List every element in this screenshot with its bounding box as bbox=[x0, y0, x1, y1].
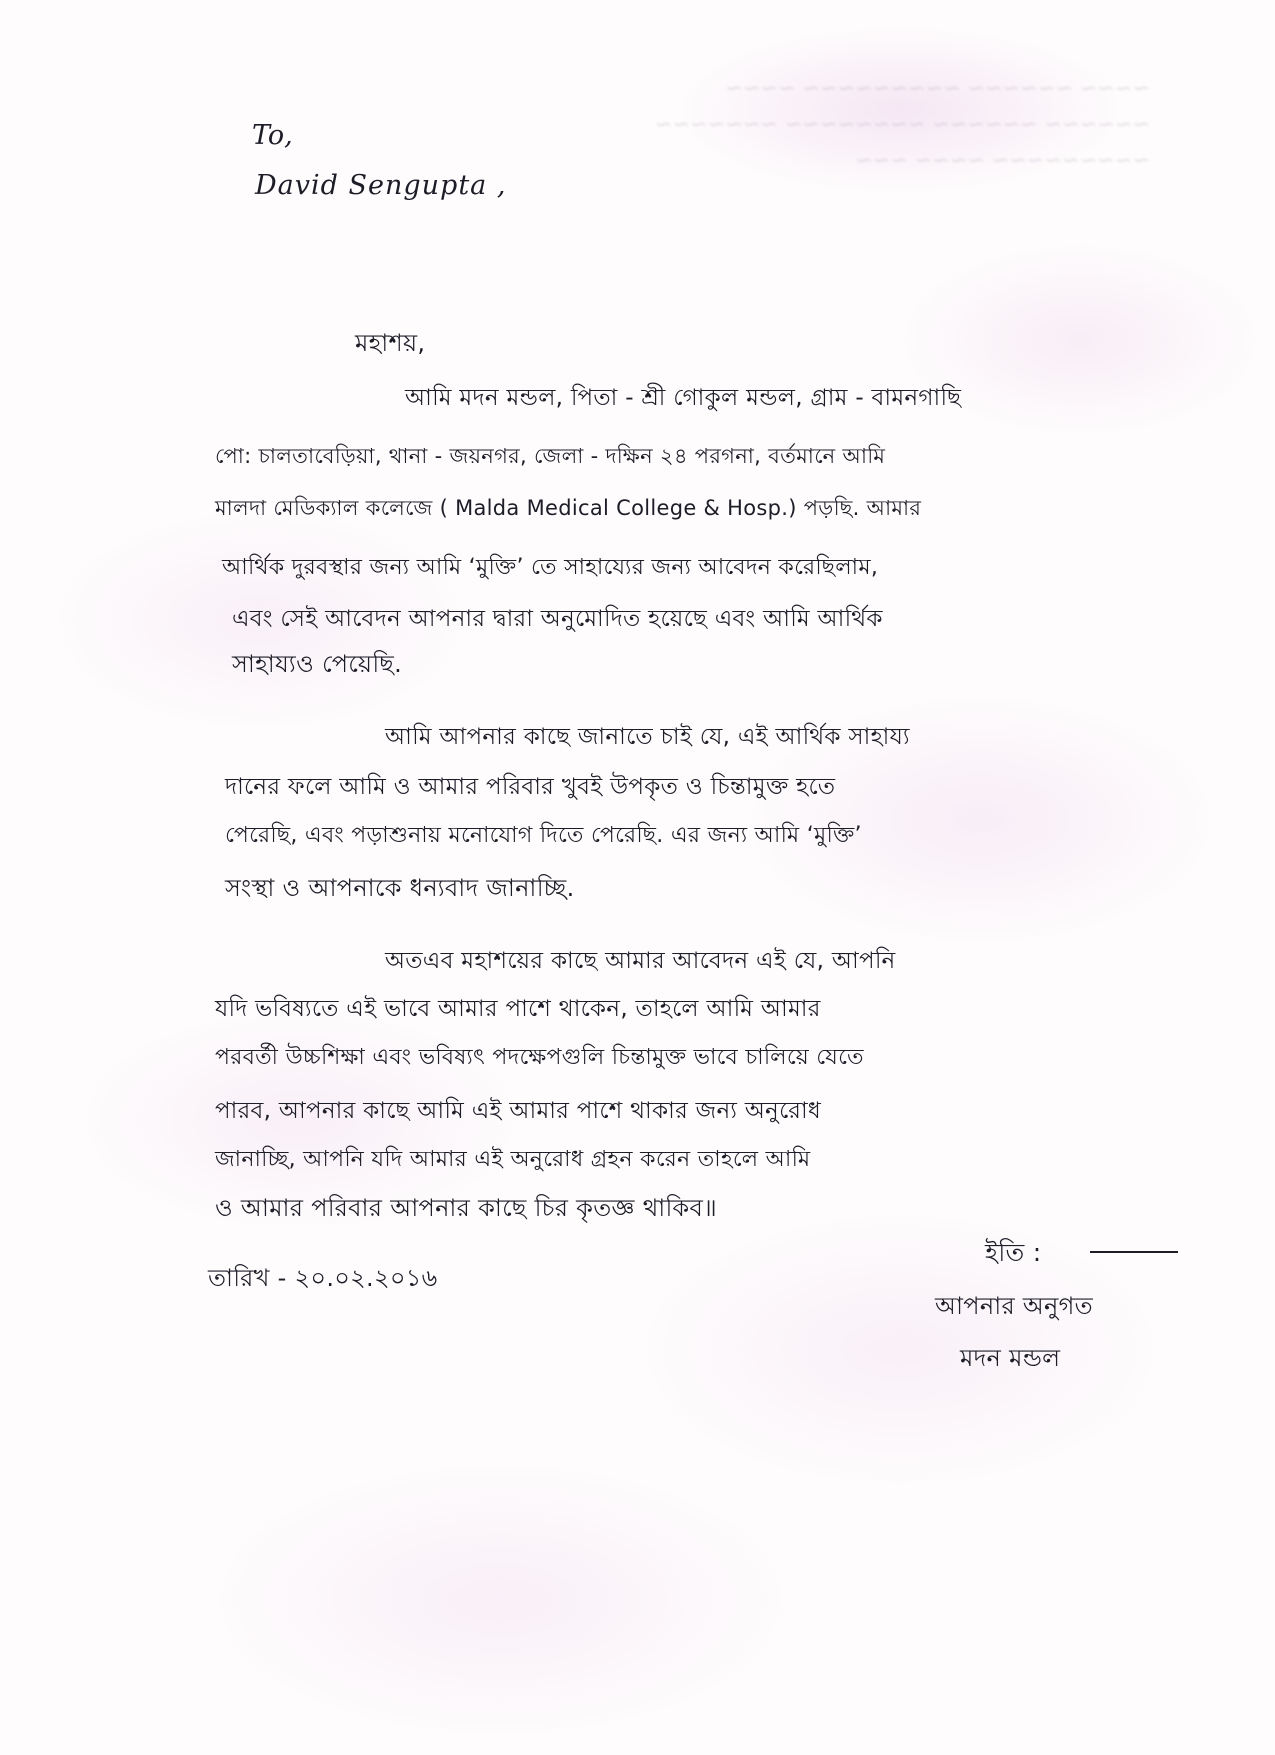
para1-line: এবং সেই আবেদন আপনার দ্বারা অনুমোদিত হয়েছে এবং আমি আর্থিক bbox=[232, 606, 883, 632]
para2-line: সংস্থা ও আপনাকে ধন্যবাদ জানাচ্ছি. bbox=[225, 874, 575, 902]
para1-line: সাহায্যও পেয়েছি. bbox=[232, 650, 403, 678]
letter-date: তারিখ - ২০.০২.২০১৬ bbox=[208, 1264, 438, 1292]
para3-line: ও আমার পরিবার আপনার কাছে চির কৃতজ্ঞ থাকিব॥ bbox=[215, 1194, 718, 1222]
para2-line: দানের ফলে আমি ও আমার পরিবার খুবই উপকৃত ও চিন্তামুক্ত হতে bbox=[225, 774, 836, 800]
para2-line: পেরেছি, এবং পড়াশুনায় মনোযোগ দিতে পেরেছি. এর জন্য আমি ‘মুক্তি’ bbox=[225, 823, 862, 848]
to-label: To, bbox=[252, 120, 293, 151]
para1-line: পো: চালতাবেড়িয়া, থানা - জয়নগর, জেলা - দক্ষিন ২৪ পরগনা, বর্তমানে আমি bbox=[215, 444, 886, 468]
para3-line: অতএব মহাশয়ের কাছে আমার আবেদন এই যে, আপনি bbox=[385, 948, 896, 974]
para2-line: আমি আপনার কাছে জানাতে চাই যে, এই আর্থিক সাহায্য bbox=[385, 724, 910, 750]
closing-iti: ইতি : bbox=[985, 1238, 1042, 1267]
recipient-name: David Sengupta , bbox=[255, 170, 507, 201]
para1-line: আমি মদন মন্ডল, পিতা - শ্রী গোকুল মন্ডল, গ্রাম - বামনগাছি bbox=[405, 385, 962, 411]
reverse-side-bleed-through: ~~~~ ~~~~~~ ~~~~~~~~~ ~~~~ ~~~~~~ ~~~~~~ ~~~~~~~~ ~~~~~~~ ~~~~~~~~~ ~~~~ ~~~ bbox=[654, 76, 1150, 172]
para3-line: পরবর্তী উচ্চশিক্ষা এবং ভবিষ্যৎ পদক্ষেপগুলি চিন্তামুক্ত ভাবে চালিয়ে যেতে bbox=[215, 1045, 864, 1070]
para3-line: জানাচ্ছি, আপনি যদি আমার এই অনুরোধ গ্রহন করেন তাহলে আমি bbox=[215, 1147, 811, 1172]
closing-yours: আপনার অনুগত bbox=[935, 1292, 1093, 1320]
para1-line: আর্থিক দুরবস্থার জন্য আমি ‘মুক্তি’ তে সাহায্যের জন্য আবেদন করেছিলাম, bbox=[222, 555, 879, 580]
signature: মদন মন্ডল bbox=[960, 1344, 1061, 1372]
signature-underline bbox=[1090, 1251, 1178, 1253]
para3-line: পারব, আপনার কাছে আমি এই আমার পাশে থাকার জন্য অনুরোধ bbox=[215, 1098, 822, 1124]
salutation: মহাশয়, bbox=[355, 329, 426, 357]
para1-line: মালদা মেডিক্যাল কলেজে ( Malda Medical College & Hosp.) পড়ছি. আমার bbox=[215, 496, 922, 520]
para3-line: যদি ভবিষ্যতে এই ভাবে আমার পাশে থাকেন, তাহলে আমি আমার bbox=[215, 996, 821, 1022]
